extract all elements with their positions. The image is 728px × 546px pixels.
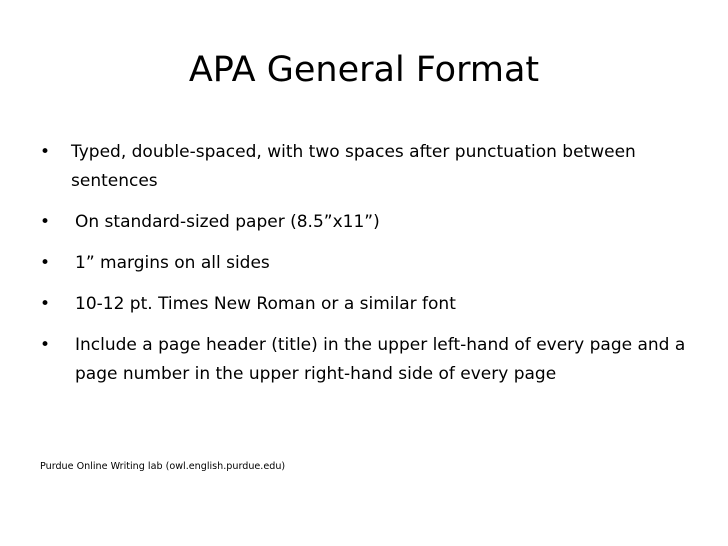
bullet-dot-icon: • — [40, 253, 51, 273]
bullet-text: 10-12 pt. Times New Roman or a similar font — [75, 294, 456, 314]
bullet-text: Include a page header (title) in the upper left-hand of every page and a page number in the upper right-hand side of every page — [75, 335, 686, 384]
bullet-list — [40, 138, 700, 401]
bullet-dot-icon: • — [40, 212, 51, 232]
bullet-item-paper — [40, 208, 700, 237]
bullet-dot-icon: • — [40, 142, 51, 162]
bullet-dot-icon: • — [40, 335, 51, 355]
bullet-text: 1” margins on all sides — [75, 253, 270, 273]
bullet-item-typed — [40, 138, 700, 196]
bullet-text: Typed, double-spaced, with two spaces after punctuation between sentences — [71, 142, 636, 191]
bullet-item-font — [40, 290, 700, 319]
source-citation: Purdue Online Writing lab (owl.english.purdue.edu) — [40, 461, 286, 472]
slide-title: APA General Format — [188, 50, 540, 90]
bullet-dot-icon: • — [40, 294, 51, 314]
bullet-item-margins — [40, 249, 700, 278]
bullet-text: On standard-sized paper (8.5”x11”) — [75, 212, 380, 232]
bullet-item-header — [40, 331, 700, 389]
